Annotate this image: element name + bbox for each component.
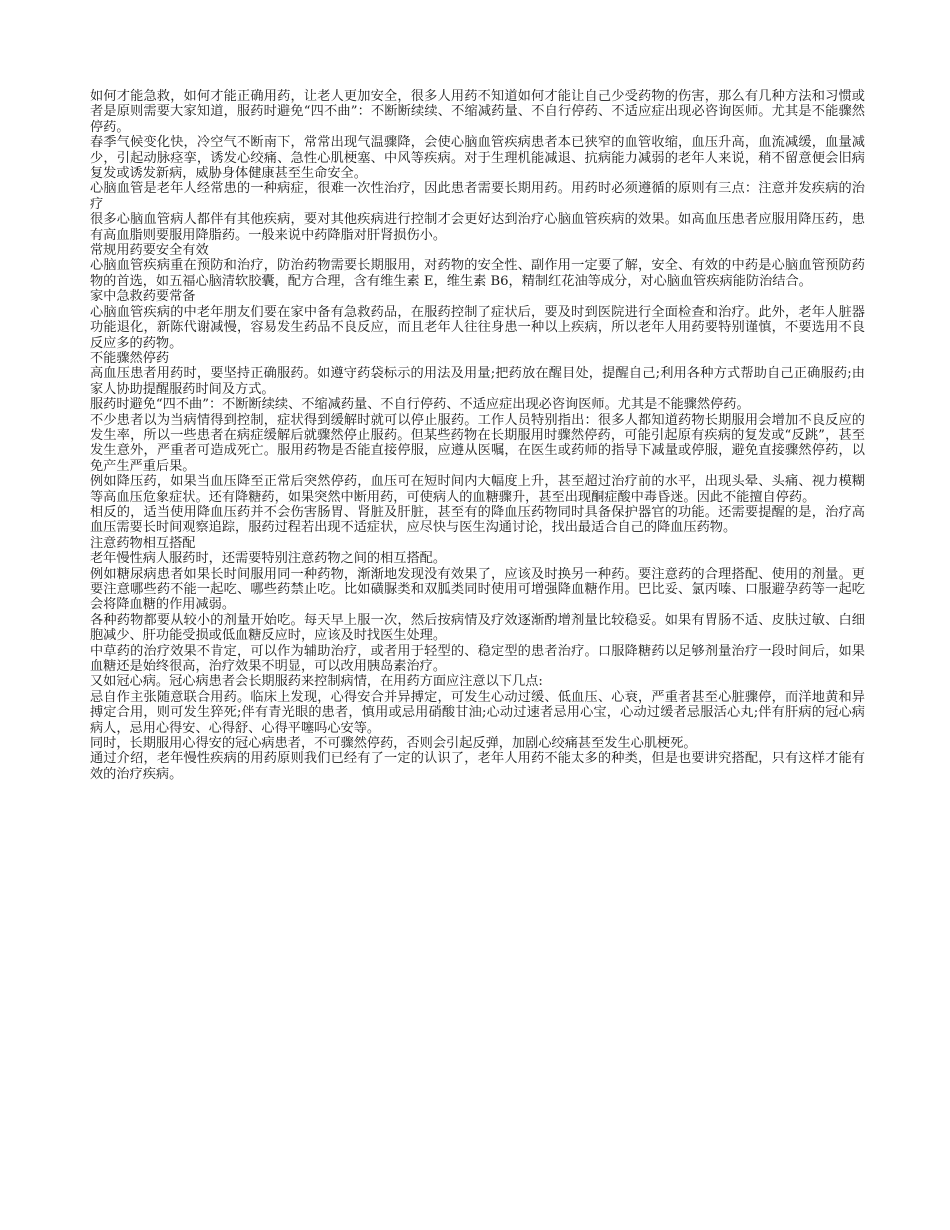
paragraph: 老年慢性病人服药时，还需要特别注意药物之间的相互搭配。 [90, 551, 447, 567]
section-heading: 常规用药要安全有效 [90, 243, 209, 259]
paragraph: 如何才能急救，如何才能正确用药，让老人更加安全，很多人用药不知道如何才能让自己少受药物的伤害，那么有几种方法和习惯或者是原则需要大家知道，服药时避免“四不曲”：不断断续续、不缩减药量、不自行停药、不适应症出现必咨询医师。尤其是不能骤然停药。 [90, 89, 865, 135]
paragraph: 又如冠心病。冠心病患者会长期服药来控制病情，在用药方面应注意以下几点: [90, 674, 543, 690]
paragraph: 例如糖尿病患者如果长时间服用同一种药物，渐渐地发现没有效果了，应该及时换另一种药。要注意药的合理搭配、使用的剂量。更要注意哪些药不能一起吃、哪些药禁止吃。比如磺脲类和双胍类同时使用可增强降血糖作用。巴比妥、氯丙嗪、口服避孕药等一起吃会将降血糖的作用减弱。 [90, 566, 865, 613]
paragraph: 例如降压药，如果当血压降至正常后突然停药，血压可在短时间内大幅度上升，甚至超过治疗前的水平，出现头晕、头痛、视力模糊等高血压危象症状。还有降糖药，如果突然中断用药，可使病人的血糖骤升，甚至出现酮症酸中毒昏迷。因此不能擅自停药。 [90, 474, 865, 505]
paragraph: 心脑血管疾病的中老年朋友们要在家中备有急救药品，在服药控制了症状后，要及时到医院进行全面检查和治疗。此外，老年人脏器功能退化，新陈代谢减慢，容易发生药品不良反应，而且老年人往往身患一种以上疾病，所以老年人用药要特别谨慎，不要选用不良反应多的药物。 [90, 304, 865, 351]
paragraph: 服药时避免“四不曲”：不断断续续、不缩减药量、不自行停药、不适应症出现必咨询医师。尤其是不能骤然停药。 [90, 397, 750, 413]
paragraph: 同时，长期服用心得安的冠心病患者，不可骤然停药，否则会引起反弹，加剧心绞痛甚至发生心肌梗死。 [90, 736, 697, 752]
document-body [90, 89, 865, 782]
paragraph: 不少患者以为当病情得到控制，症状得到缓解时就可以停止服药。工作人员特别指出：很多人都知道药物长期服用会增加不良反应的发生率，所以一些患者在病症缓解后就骤然停止服药。但某些药物在长期服用时骤然停药，可能引起原有疾病的复发或“反跳”，甚至发生意外，严重者可造成死亡。服用药物是否能直接停服，应遵从医嘱，在医生或药师的指导下减量或停服，避免直接骤然停药，以免产生严重后果。 [90, 412, 865, 474]
paragraph: 心脑血管疾病重在预防和治疗，防治药物需要长期服用，对药物的安全性、副作用一定要了解，安全、有效的中药是心脑血管预防药物的首选，如五福心脑清软胶囊，配方合理，含有维生素 E，维生素 B6，精制红花油等成分，对心脑血管疾病能防治结合。 [90, 258, 865, 289]
paragraph: 相反的，适当使用降血压药并不会伤害肠胃、肾脏及肝脏，甚至有的降血压药物同时具备保护器官的功能。还需要提醒的是，治疗高血压需要长时间观察追踪，服药过程若出现不适症状，应尽快与医生沟通讨论，找出最适合自己的降血压药物。 [90, 504, 865, 536]
paragraph: 高血压患者用药时，要坚持正确服药。如遵守药袋标示的用法及用量;把药放在醒目处，提醒自己;利用各种方式帮助自己正确服药;由家人协助提醒服药时间及方式。 [90, 366, 865, 397]
paragraph: 中草药的治疗效果不肯定，可以作为辅助治疗，或者用于轻型的、稳定型的患者治疗。口服降糖药以足够剂量治疗一段时间后，如果血糖还是始终很高，治疗效果不明显，可以改用胰岛素治疗。 [90, 643, 865, 675]
section-heading: 不能骤然停药 [90, 350, 170, 366]
paragraph: 忌自作主张随意联合用药。临床上发现，心得安合并异搏定，可发生心动过缓、低血压、心衰，严重者甚至心脏骤停，而洋地黄和异搏定合用，则可发生猝死;伴有青光眼的患者，慎用或忌用硝酸甘油;心动过速者忌用心宝，心动过缓者忌服活心丸;伴有肝病的冠心病病人，忌用心得安、心得舒、心得平噻吗心安等。 [90, 689, 865, 736]
section-heading: 注意药物相互搭配 [90, 535, 196, 551]
paragraph: 很多心脑血管病人都伴有其他疾病，要对其他疾病进行控制才会更好达到治疗心脑血管疾病的效果。如高血压患者应服用降压药，患有高血脂则要服用降脂药。一般来说中药降脂对肝肾损伤小。 [90, 212, 865, 243]
paragraph: 各种药物都要从较小的剂量开始吃。每天早上服一次，然后按病情及疗效逐渐酌增剂量比较稳妥。如果有胃肠不适、皮肤过敏、白细胞减少、肝功能受损或低血糖反应时，应该及时找医生处理。 [90, 612, 865, 644]
paragraph: 春季气候变化快，冷空气不断南下，常常出现气温骤降，会使心脑血管疾病患者本已狭窄的血管收缩，血压升高，血流减缓，血量减少，引起动脉痉挛，诱发心绞痛、急性心肌梗塞、中风等疾病。对于生理机能减退、抗病能力减弱的老年人来说，稍不留意便会旧病复发或诱发新病，威胁身体健康甚至生命安全。 [90, 135, 865, 182]
paragraph: 通过介绍，老年慢性疾病的用药原则我们已经有了一定的认识了，老年人用药不能太多的种类，但是也要讲究搭配，只有这样才能有效的治疗疾病。 [90, 751, 865, 782]
section-heading: 家中急救药要常备 [90, 289, 196, 305]
paragraph: 心脑血管是老年人经常患的一种病症，很难一次性治疗，因此患者需要长期用药。用药时必须遵循的原则有三点：注意并发疾病的治疗 [90, 181, 865, 212]
